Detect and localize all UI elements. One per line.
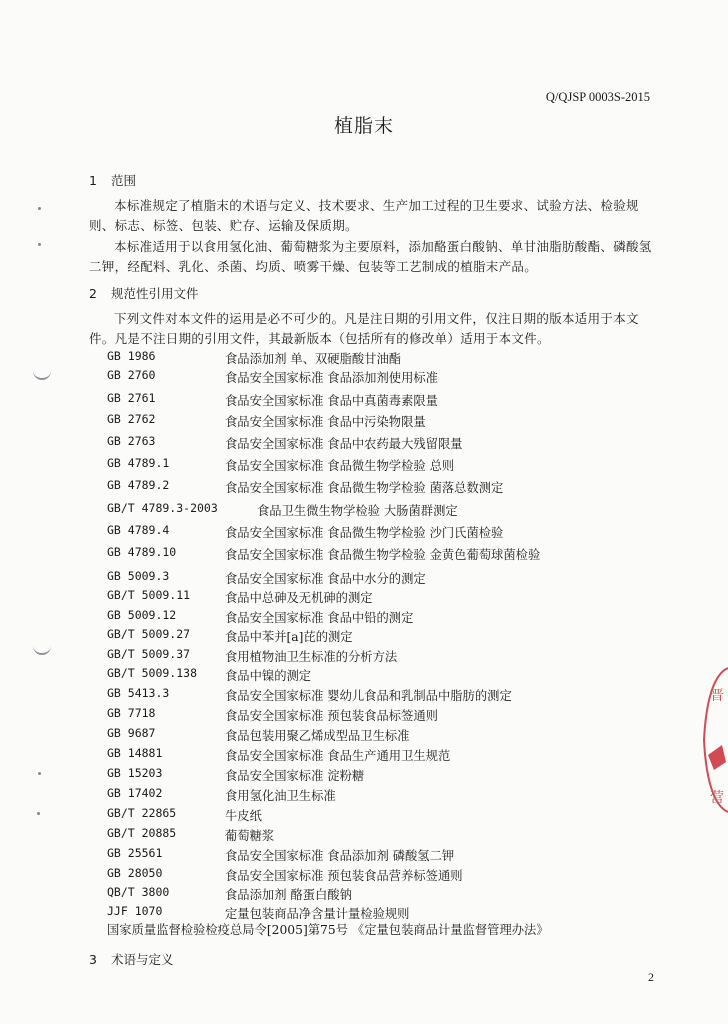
reference-title: 食品安全国家标准 预包装食品营养标签通则 bbox=[225, 869, 463, 883]
scan-speck bbox=[37, 812, 40, 815]
reference-code: GB 7718 bbox=[107, 706, 156, 720]
reference-code: GB 5009.3 bbox=[107, 569, 170, 583]
scope-paragraph-2: 本标准适用于以食用氢化油、葡萄糖浆为主要原料，添加酪蛋白酸钠、单甘油脂肪酸酯、磷酸氢二钾，经配料、乳化、杀菌、均质、喷雾干燥、包装等工艺制成的植脂末产品。 bbox=[89, 239, 652, 274]
scan-speck bbox=[38, 772, 41, 775]
reference-code: GB 2760 bbox=[107, 368, 156, 382]
reference-code: GB 4789.4 bbox=[107, 523, 170, 537]
reference-code: GB/T 20885 bbox=[107, 826, 177, 840]
reference-title: 食品中苯并[a]芘的测定 bbox=[225, 630, 353, 644]
svg-text:晋: 晋 bbox=[710, 688, 724, 704]
reference-code: GB/T 5009.27 bbox=[107, 627, 191, 641]
reference-title: 食品中总砷及无机砷的测定 bbox=[225, 591, 373, 605]
reference-code: GB 2762 bbox=[107, 412, 156, 426]
reference-code: GB/T 22865 bbox=[107, 806, 177, 820]
binder-hole bbox=[33, 368, 51, 380]
reference-title: 食品包装用聚乙烯成型品卫生标准 bbox=[225, 729, 410, 743]
reference-code: GB 5009.12 bbox=[107, 608, 177, 622]
scope-paragraph-1: 本标准规定了植脂末的术语与定义、技术要求、生产加工过程的卫生要求、试验方法、检验规则、标志、标签、包装、贮存、运输及保质期。 bbox=[89, 198, 639, 233]
reference-code: JJF 1070 bbox=[107, 904, 163, 918]
section-1-heading bbox=[89, 171, 136, 189]
reference-title: 食品安全国家标准 食品微生物学检验 总则 bbox=[225, 459, 455, 473]
reference-title: 食品安全国家标准 食品中污染物限量 bbox=[225, 415, 426, 429]
reference-title: 食品安全国家标准 预包装食品标签通则 bbox=[225, 709, 438, 723]
section-2-heading bbox=[89, 284, 199, 302]
reference-title: 食品中镍的测定 bbox=[225, 669, 312, 683]
reference-code: GB 28050 bbox=[107, 866, 163, 880]
scan-speck bbox=[38, 243, 41, 246]
reference-title: 食用植物油卫生标准的分析方法 bbox=[225, 650, 398, 664]
reference-title: 食品安全国家标准 食品微生物学检验 菌落总数测定 bbox=[225, 481, 504, 495]
reference-title: 食品安全国家标准 食品中铅的测定 bbox=[225, 611, 414, 625]
reference-title: 葡萄糖浆 bbox=[225, 829, 275, 843]
reference-code: GB/T 4789.3-2003 bbox=[107, 501, 218, 515]
scan-speck bbox=[38, 207, 41, 210]
section-3-heading bbox=[89, 950, 174, 968]
reference-code: GB/T 5009.37 bbox=[107, 647, 191, 661]
reference-code: GB 17402 bbox=[107, 786, 163, 800]
reference-code: QB/T 3800 bbox=[107, 885, 170, 899]
section-number: 3 bbox=[89, 952, 97, 967]
reference-code: GB 14881 bbox=[107, 746, 163, 760]
reference-code: GB 4789.2 bbox=[107, 478, 170, 492]
reference-code: GB 25561 bbox=[107, 846, 163, 860]
reference-code: GB 2761 bbox=[107, 391, 156, 405]
svg-text:营: 营 bbox=[710, 790, 724, 806]
binder-hole bbox=[33, 643, 51, 655]
page-number: 2 bbox=[648, 970, 654, 984]
reference-regulation: 国家质量监督检验检疫总局令[2005]第75号 《定量包装商品计量监督管理办法》 bbox=[107, 923, 549, 937]
reference-code: GB 2763 bbox=[107, 434, 156, 448]
reference-code: GB 1986 bbox=[107, 349, 156, 363]
reference-title: 食品安全国家标准 婴幼儿食品和乳制品中脂肪的测定 bbox=[225, 689, 512, 703]
reference-title: 食品安全国家标准 食品添加剂使用标准 bbox=[225, 371, 438, 385]
section-number: 1 bbox=[89, 173, 97, 188]
reference-code: GB 4789.10 bbox=[107, 545, 177, 559]
reference-title: 食用氢化油卫生标准 bbox=[225, 789, 336, 803]
reference-title: 定量包装商品净含量计量检验规则 bbox=[225, 907, 410, 921]
references-intro: 下列文件对本文件的运用是必不可少的。凡是注日期的引用文件，仅注日期的版本适用于本文件。凡是不注日期的引用文件，其最新版本（包括所有的修改单）适用于本文件。 bbox=[89, 311, 639, 346]
reference-title: 食品安全国家标准 食品微生物学检验 金黄色葡萄球菌检验 bbox=[225, 548, 541, 562]
seal-stamp-icon bbox=[700, 660, 728, 820]
reference-title: 食品安全国家标准 食品中真菌毒素限量 bbox=[225, 394, 438, 408]
reference-title: 食品安全国家标准 淀粉糖 bbox=[225, 769, 365, 783]
reference-title: 牛皮纸 bbox=[225, 809, 262, 823]
reference-title: 食品安全国家标准 食品生产通用卫生规范 bbox=[225, 749, 451, 763]
section-title: 术语与定义 bbox=[111, 952, 174, 967]
reference-title: 食品安全国家标准 食品添加剂 磷酸氢二钾 bbox=[225, 849, 455, 863]
page-title: 植脂末 bbox=[333, 115, 394, 137]
reference-title: 食品安全国家标准 食品中农药最大残留限量 bbox=[225, 437, 463, 451]
document-number: Q/QJSP 0003S-2015 bbox=[545, 90, 650, 104]
reference-code: GB/T 5009.138 bbox=[107, 666, 198, 680]
reference-code: GB 15203 bbox=[107, 766, 163, 780]
section-number: 2 bbox=[89, 286, 97, 301]
reference-title: 食品卫生微生物学检验 大肠菌群测定 bbox=[257, 504, 458, 518]
reference-title: 食品安全国家标准 食品微生物学检验 沙门氏菌检验 bbox=[225, 526, 504, 540]
section-title: 规范性引用文件 bbox=[111, 286, 199, 301]
reference-code: GB 9687 bbox=[107, 726, 156, 740]
reference-code: GB 5413.3 bbox=[107, 686, 170, 700]
reference-title: 食品安全国家标准 食品中水分的测定 bbox=[225, 572, 426, 586]
reference-title: 食品添加剂 酪蛋白酸钠 bbox=[225, 888, 352, 902]
section-title: 范围 bbox=[111, 173, 137, 188]
reference-code: GB 4789.1 bbox=[107, 456, 170, 470]
reference-title: 食品添加剂 单、双硬脂酸甘油酯 bbox=[225, 352, 402, 366]
reference-code: GB/T 5009.11 bbox=[107, 588, 191, 602]
